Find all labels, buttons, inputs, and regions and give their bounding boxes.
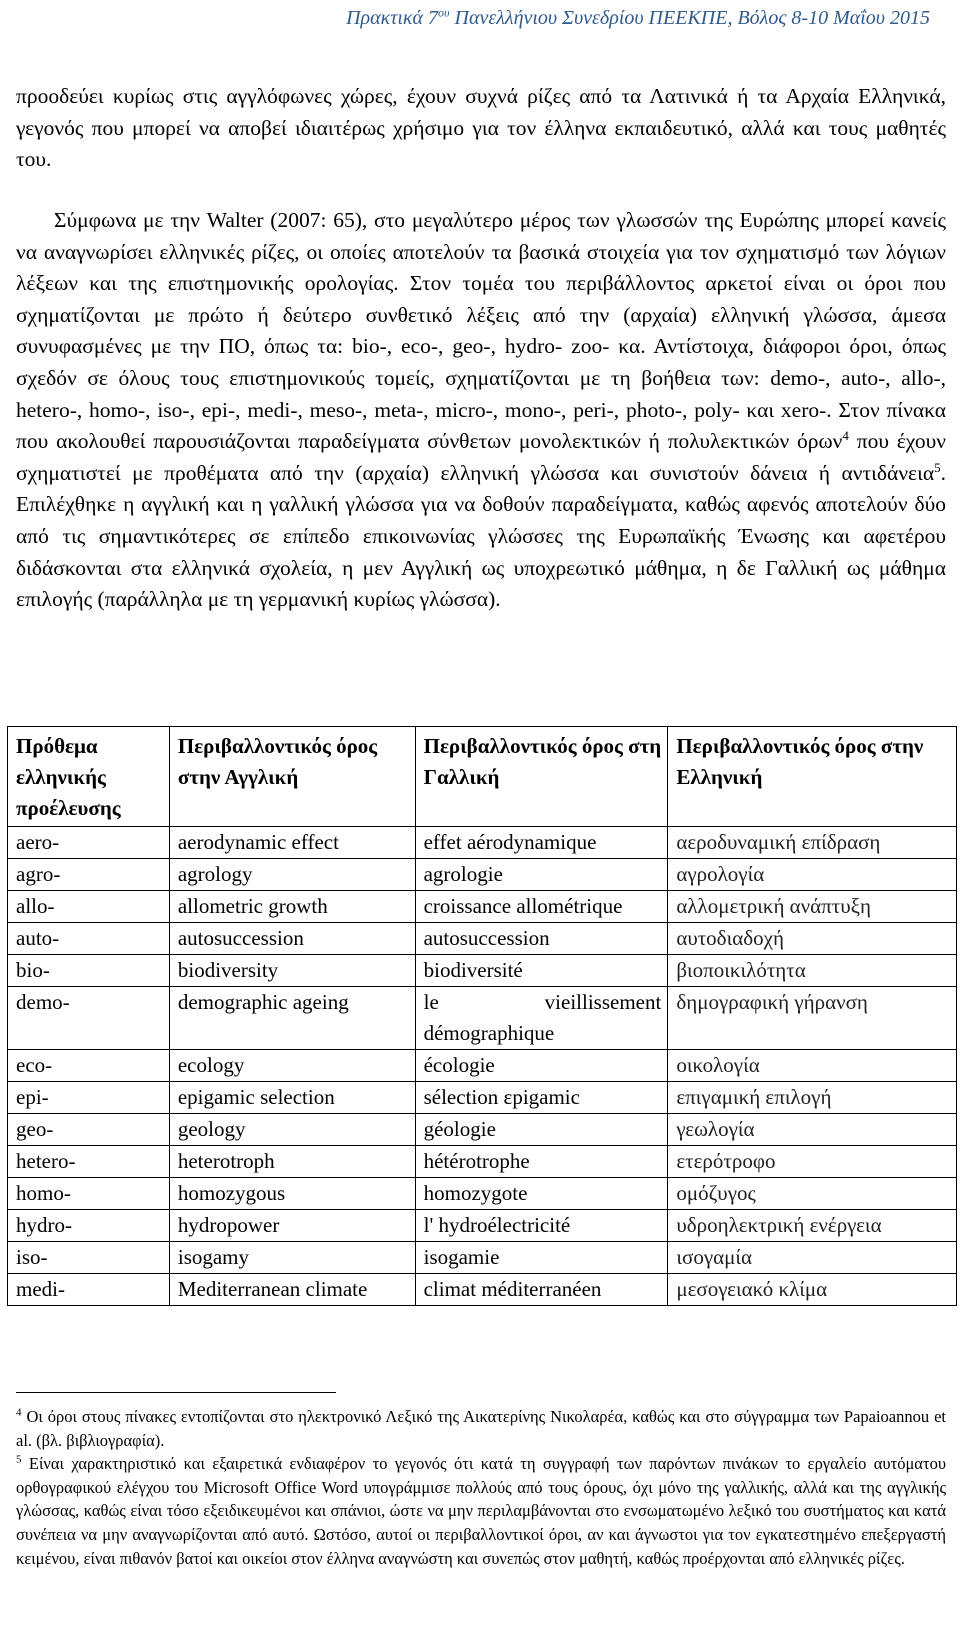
- french-cell: isogamie: [415, 1242, 668, 1274]
- prefix-terms-table: [7, 726, 957, 1306]
- footnote-ref-5[interactable]: 5: [934, 459, 941, 475]
- french-cell: effet aérodynamique: [415, 827, 668, 859]
- footnote-5: [16, 1452, 946, 1570]
- english-cell: biodiversity: [169, 955, 415, 987]
- table-row: [8, 987, 957, 1050]
- footnotes: [16, 1405, 946, 1570]
- prefix-cell: demo-: [8, 987, 170, 1050]
- prefix-cell: auto-: [8, 923, 170, 955]
- greek-cell: υδροηλεκτρική ενέργεια: [668, 1210, 957, 1242]
- greek-cell: επιγαμική επιλογή: [668, 1082, 957, 1114]
- table-row: [8, 891, 957, 923]
- english-cell: Mediterranean climate: [169, 1274, 415, 1306]
- table-row: [8, 1210, 957, 1242]
- greek-cell: μεσογειακό κλίμα: [668, 1274, 957, 1306]
- footnote-text: Είναι χαρακτηριστικό και εξαιρετικά ενδιαφέρον το γεγονός ότι κατά τη συγγραφή των παρόντων πινάκων το εργαλείο αυτόματου ορθογραφικού ελέγχου του Microsoft Office Word υπογράμμισε πολλούς από τους όρους, όχι μόνο της γαλλικής, αλλά και της αγγλικής γλώσσας, καθώς είναι τόσο εξειδικευμένοι και σπάνιοι, ώστε να μην περιλαμβάνονται στο ενσωματωμένο λεξικό του συστήματος και κατά συνέπεια να μην αναγνωρίζονται από αυτό. Ωστόσο, αυτοί οι περιβαλλοντικοί όροι, αν και άγνωστοι για τον εγκατεστημένο επεξεργαστή κειμένου, είναι πιθανόν βατοί και οικείοι στον έλληνα αναγνώστη και συνεπώς στον μαθητή, καθώς προέρχονται από ελληνικές ρίζες.: [16, 1454, 946, 1568]
- greek-cell: βιοποικιλότητα: [668, 955, 957, 987]
- prefix-cell: medi-: [8, 1274, 170, 1306]
- table-row: [8, 1178, 957, 1210]
- paragraph-text-part2: που έχουν σχηματιστεί με προθέματα από την (αρχαία) ελληνική γλώσσα και συνιστούν δάνεια ή αντιδάνεια: [16, 429, 946, 485]
- english-cell: heterotroph: [169, 1146, 415, 1178]
- french-cell: homozygote: [415, 1178, 668, 1210]
- table-row: [8, 923, 957, 955]
- greek-cell: αυτοδιαδοχή: [668, 923, 957, 955]
- english-cell: hydropower: [169, 1210, 415, 1242]
- greek-cell: ομόζυγος: [668, 1178, 957, 1210]
- english-cell: agrology: [169, 859, 415, 891]
- greek-cell: δημογραφική γήρανση: [668, 987, 957, 1050]
- prefix-cell: eco-: [8, 1050, 170, 1082]
- french-cell: climat méditerranéen: [415, 1274, 668, 1306]
- french-cell: hétérotrophe: [415, 1146, 668, 1178]
- english-cell: allometric growth: [169, 891, 415, 923]
- header-prefix-origin: Πρόθεμα ελληνικής προέλευσης: [8, 727, 170, 827]
- header-english-term: Περιβαλλοντικός όρος στην Αγγλική: [169, 727, 415, 827]
- prefix-cell: bio-: [8, 955, 170, 987]
- paragraph-continued: προοδεύει κυρίως στις αγγλόφωνες χώρες, έχουν συχνά ρίζες από τα Λατινικά ή τα Αρχαία Ελληνικά, γεγονός που μπορεί να αποβεί ιδιαιτέρως χρήσιμο για τον έλληνα εκπαιδευτικό, αλλά και τους μαθητές του.: [16, 84, 946, 172]
- paragraph-text-part1: Σύμφωνα με την Walter (2007: 65), στο μεγαλύτερο μέρος των γλωσσών της Ευρώπης μπορεί κανείς να αναγνωρίσει ελληνικές ρίζες, οι οποίες αποτελούν τα βασικά στοιχεία για τον σχηματισμό των λόγιων λέξεων και της επιστημονικής ορολογίας. Στον τομέα του περιβάλλοντος αρκετοί είναι οι όροι που σχηματίζονται με πρώτο ή δεύτερο συνθετικό λέξεις από την (αρχαία) ελληνική γλώσσα, άμεσα συνυφασμένες με την ΠΟ, όπως τα: bio-, eco-, geo-, hydro- zoo- κα. Αντίστοιχα, διάφοροι όροι, όπως σχεδόν σε όλους τους επιστημονικούς τομείς, σχηματίζονται με τη βοήθεια των: demo-, auto-, allo-, hetero-, homo-, iso-, epi-, medi-, meso-, meta-, micro-, mono-, peri-, photo-, poly- και xero-. Στον πίνακα που ακολουθεί παρουσιάζονται παραδείγματα σύνθετων μονολεκτικών ή πολυλεκτικών όρων: [16, 208, 946, 454]
- footnote-text: Οι όροι στους πίνακες εντοπίζονται στο ηλεκτρονικό Λεξικό της Αικατερίνης Νικολαρέα, καθώς και στο σύγγραμμα των Papaioannou et al. (βλ. βιβλιογραφία).: [16, 1407, 946, 1450]
- footnote-number: 4: [16, 1406, 22, 1419]
- table-header-row: [8, 727, 957, 827]
- french-cell: sélection εpigamic: [415, 1082, 668, 1114]
- french-cell: autosuccession: [415, 923, 668, 955]
- prefix-cell: iso-: [8, 1242, 170, 1274]
- table-row: [8, 1146, 957, 1178]
- french-cell: le vieillissement démographique: [415, 987, 668, 1050]
- prefix-cell: hetero-: [8, 1146, 170, 1178]
- english-cell: demographic ageing: [169, 987, 415, 1050]
- french-cell: croissance allométrique: [415, 891, 668, 923]
- english-cell: geology: [169, 1114, 415, 1146]
- header-suffix: Πανελλήνιου Συνεδρίου ΠΕΕΚΠΕ, Βόλος 8-10 Μαΐου 2015: [449, 7, 930, 29]
- greek-cell: αγρολογία: [668, 859, 957, 891]
- header-prefix: Πρακτικά 7: [346, 7, 439, 29]
- english-cell: isogamy: [169, 1242, 415, 1274]
- greek-cell: αεροδυναμική επίδραση: [668, 827, 957, 859]
- header-greek-term: Περιβαλλοντικός όρος στην Ελληνική: [668, 727, 957, 827]
- table-row: [8, 1114, 957, 1146]
- prefix-cell: aero-: [8, 827, 170, 859]
- french-cell: écologie: [415, 1050, 668, 1082]
- prefix-cell: hydro-: [8, 1210, 170, 1242]
- paragraph-text-part3: . Επιλέχθηκε η αγγλική και η γαλλική γλώσσα για να δοθούν παραδείγματα, καθώς αφενός αποτελούν δύο από τις σημαντικότερες σε επίπεδο επικοινωνίας γλώσσες της Ευρωπαϊκής Ένωσης και αφετέρου διδάσκονται στα ελληνικά σχολεία, η μεν Αγγλική ως υποχρεωτικό μάθημα, η δε Γαλλική ως μάθημα επιλογής (παράλληλα με τη γερμανική κυρίως γλώσσα).: [16, 460, 946, 612]
- english-cell: epigamic selection: [169, 1082, 415, 1114]
- footnote-ref-4[interactable]: 4: [842, 428, 849, 443]
- french-cell: agrologie: [415, 859, 668, 891]
- prefix-cell: agro-: [8, 859, 170, 891]
- table-row: [8, 1050, 957, 1082]
- greek-cell: γεωλογία: [668, 1114, 957, 1146]
- greek-cell: αλλομετρική ανάπτυξη: [668, 891, 957, 923]
- table-row: [8, 1274, 957, 1306]
- footnote-number: 5: [16, 1453, 22, 1466]
- table-row: [8, 827, 957, 859]
- prefix-cell: allo-: [8, 891, 170, 923]
- prefix-cell: geo-: [8, 1114, 170, 1146]
- prefix-cell: epi-: [8, 1082, 170, 1114]
- table-row: [8, 1242, 957, 1274]
- french-cell: géologie: [415, 1114, 668, 1146]
- table-row: [8, 955, 957, 987]
- english-cell: ecology: [169, 1050, 415, 1082]
- greek-cell: οικολογία: [668, 1050, 957, 1082]
- greek-cell: ετερότροφο: [668, 1146, 957, 1178]
- table-row: [8, 1082, 957, 1114]
- header-superscript: ου: [438, 5, 450, 20]
- english-cell: homozygous: [169, 1178, 415, 1210]
- french-cell: biodiversité: [415, 955, 668, 987]
- header-french-term: Περιβαλλοντικός όρος στη Γαλλική: [415, 727, 668, 827]
- prefix-cell: homo-: [8, 1178, 170, 1210]
- greek-cell: ισογαμία: [668, 1242, 957, 1274]
- footnote-separator: [16, 1392, 336, 1393]
- english-cell: autosuccession: [169, 923, 415, 955]
- french-cell: l' hydroélectricité: [415, 1210, 668, 1242]
- paragraph-walter: [16, 205, 946, 616]
- english-cell: aerodynamic effect: [169, 827, 415, 859]
- footnote-4: [16, 1405, 946, 1452]
- table-row: [8, 859, 957, 891]
- running-header: [0, 6, 930, 30]
